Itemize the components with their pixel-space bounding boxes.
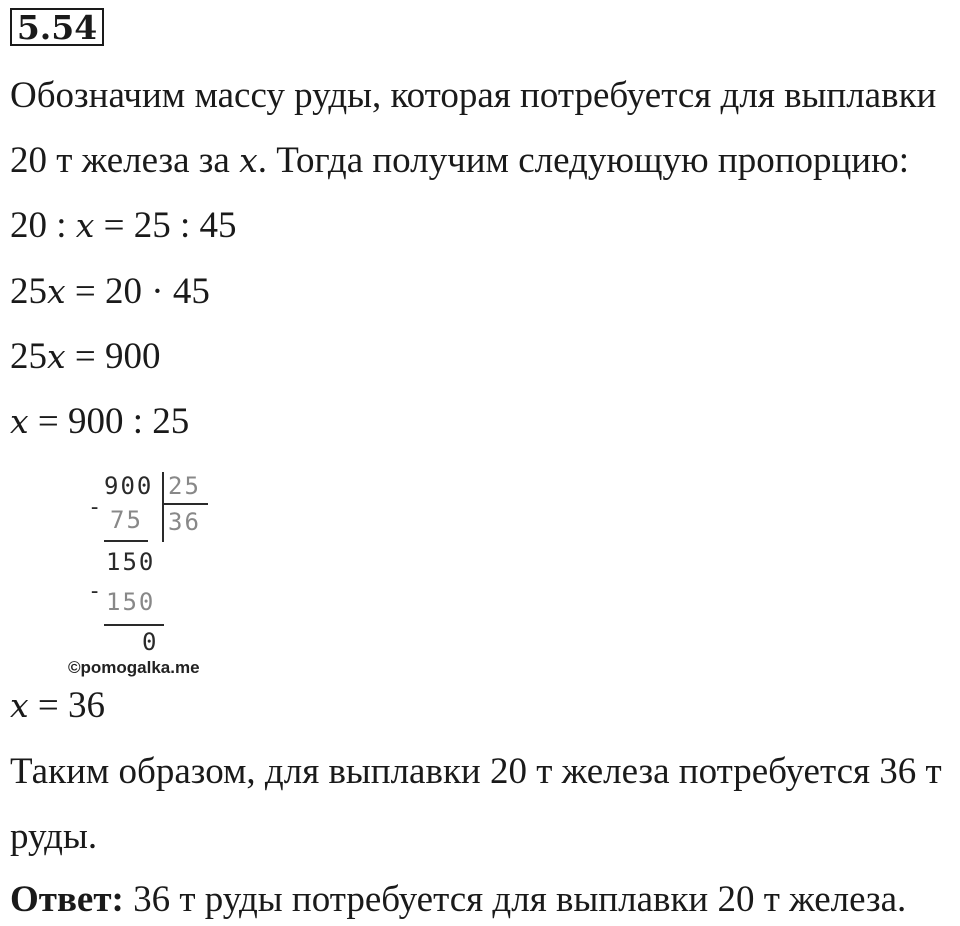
intro-line-2 — [10, 139, 909, 183]
division-step2-line — [104, 624, 164, 626]
intro-text: . Тогда получим следующую пропорцию: — [257, 140, 910, 181]
division-step1-line — [104, 540, 148, 542]
division-remainder: 0 — [142, 628, 159, 656]
eq-text: = 36 — [28, 685, 105, 726]
variable-x: x — [47, 337, 66, 376]
equation-cross-multiply — [10, 270, 210, 314]
watermark: ©pomogalka.me — [68, 658, 200, 677]
division-quotient: 36 — [168, 508, 201, 536]
eq-text: 25 — [10, 336, 47, 377]
answer-text: 36 т руды потребуется для выплавки 20 т железа. — [123, 879, 907, 920]
eq-text: = 900 : 25 — [28, 401, 190, 442]
eq-text: 20 : — [10, 205, 76, 246]
division-step1-remainder: 150 — [106, 548, 156, 576]
division-step1-subtrahend: 75 — [110, 506, 143, 534]
variable-x: x — [10, 686, 29, 725]
division-step2-subtrahend: 150 — [106, 588, 156, 616]
eq-text: = 900 — [65, 336, 161, 377]
equation-product — [10, 335, 161, 379]
task-number: 5.54 — [10, 8, 104, 46]
eq-text: 25 — [10, 271, 47, 312]
variable-x: x — [47, 272, 66, 311]
minus-sign: - — [88, 579, 104, 604]
division-dividend: 900 — [104, 472, 154, 500]
equation-result — [10, 684, 105, 728]
intro-text: 20 т железа за — [10, 140, 240, 181]
equation-division — [10, 400, 189, 444]
variable-x: x — [10, 402, 29, 441]
equation-proportion — [10, 204, 237, 248]
division-divisor: 25 — [168, 472, 201, 500]
intro-line-1: Обозначим массу руды, которая потребуется для выплавки — [10, 75, 937, 116]
divisor-line — [164, 503, 208, 505]
answer — [10, 878, 906, 922]
minus-sign: - — [88, 495, 104, 520]
conclusion-line-2: руды. — [10, 816, 98, 857]
variable-x: x — [75, 206, 95, 245]
eq-text: = 25 : 45 — [94, 205, 237, 246]
answer-label: Ответ: — [10, 879, 124, 920]
eq-text: = 20 · 45 — [65, 271, 210, 312]
division-vertical-bar — [162, 472, 164, 542]
variable-x: x — [239, 141, 258, 180]
conclusion-line-1: Таким образом, для выплавки 20 т железа потребуется 36 т — [10, 751, 942, 792]
